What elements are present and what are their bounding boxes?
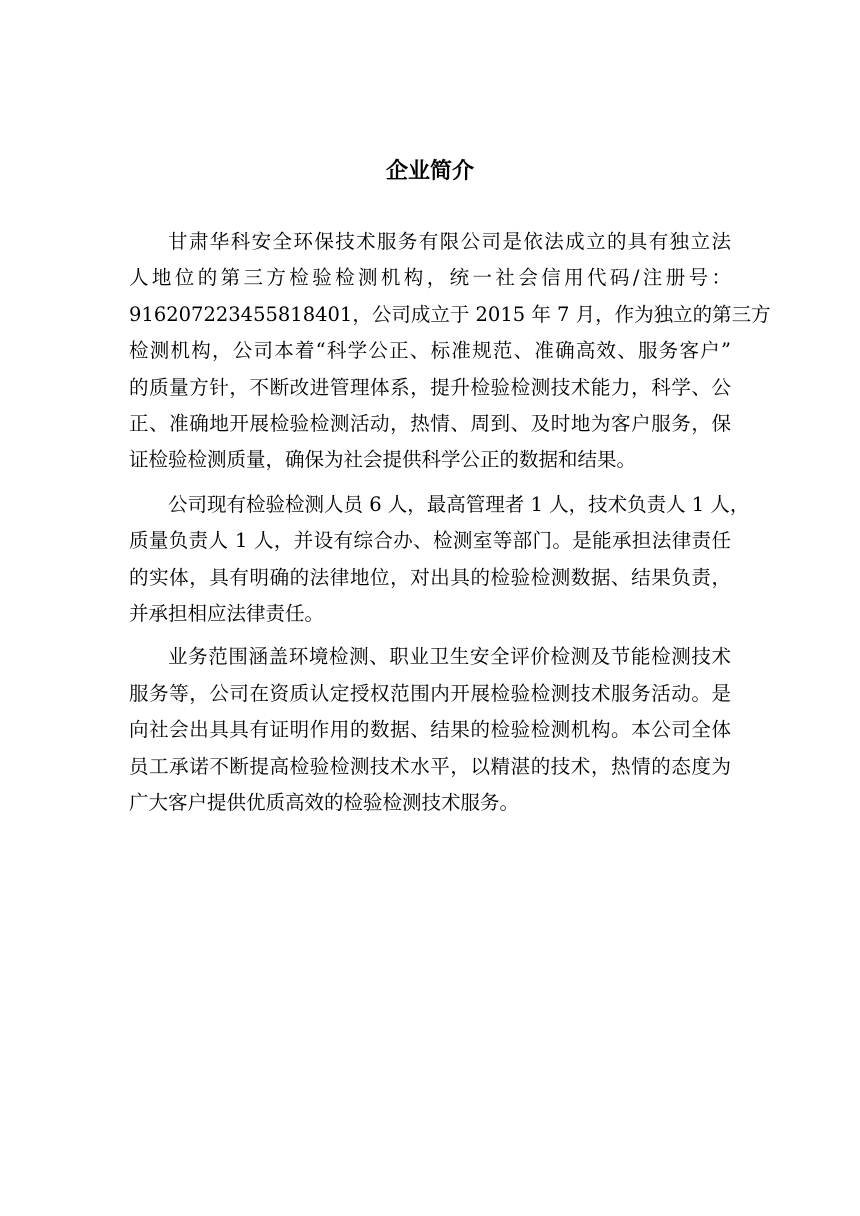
text-line: 证检验检测质量，确保为社会提供科学公正的数据和结果。 bbox=[129, 448, 637, 472]
text-line: 的质量方针，不断改进管理体系，提升检验检测技术能力，科学、公 bbox=[129, 375, 731, 399]
text-line: 公司现有检验检测人员 6 人，最高管理者 1 人，技术负责人 1 人， bbox=[168, 492, 750, 516]
text-line: 质量负责人 1 人，并设有综合办、检测室等部门。是能承担法律责任 bbox=[129, 529, 731, 553]
text-line: 甘肃华科安全环保技术服务有限公司是依法成立的具有独立法 bbox=[168, 230, 731, 253]
text-line: 正、准确地开展检验检测活动，热情、周到、及时地为客户服务，保 bbox=[129, 412, 731, 436]
text-line: 向社会出具具有证明作用的数据、结果的检验检测机构。本公司全体 bbox=[129, 718, 731, 742]
text-line: 916207223455818401，公司成立于 2015 年 7 月，作为独立的第三方 bbox=[129, 302, 771, 326]
text-line: 员工承诺不断提高检验检测技术水平，以精湛的技术，热情的态度为 bbox=[129, 754, 731, 778]
document-body bbox=[129, 224, 771, 822]
text-line: 广大客户提供优质高效的检验检测技术服务。 bbox=[129, 791, 520, 815]
paragraph-staffing bbox=[129, 487, 750, 633]
paragraph-business-scope bbox=[129, 639, 731, 821]
text-line: 服务等，公司在资质认定授权范围内开展检验检测技术服务活动。是 bbox=[129, 681, 731, 705]
paragraph-company-overview bbox=[129, 224, 771, 479]
page-title: 企业简介 bbox=[385, 159, 474, 184]
text-line: 并承担相应法律责任。 bbox=[129, 602, 325, 626]
text-line: 的实体，具有明确的法律地位，对出具的检验检测数据、结果负责， bbox=[129, 565, 731, 589]
text-line: 检测机构，公司本着“科学公正、标准规范、准确高效、服务客户” bbox=[129, 339, 731, 363]
text-line: 人地位的第三方检验检测机构，统一社会信用代码/注册号： bbox=[129, 266, 731, 290]
text-line: 业务范围涵盖环境检测、职业卫生安全评价检测及节能检测技术 bbox=[168, 645, 731, 669]
